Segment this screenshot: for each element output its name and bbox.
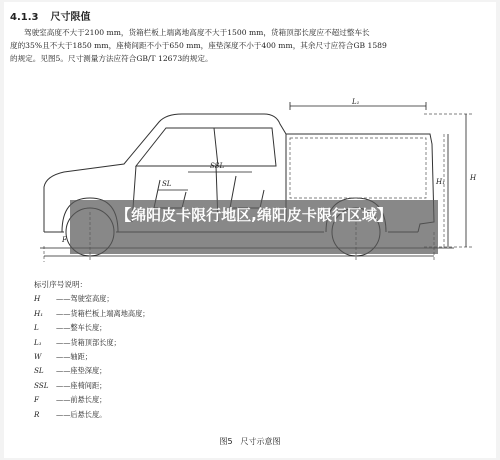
paragraph-line-1: 驾驶室高度不大于2100 mm，货箱栏板上端离地高度不大于1500 mm，货箱顶部长度应不超过整车长 (24, 28, 370, 37)
window-outline (136, 128, 276, 166)
legend-item: SSL ——座椅间距； (34, 380, 107, 390)
section-title: 尺寸限值 (50, 12, 91, 23)
legend-item: SL ——座垫深度； (34, 366, 107, 376)
label-H: H (470, 174, 477, 182)
section-number: 4.1.3 (10, 12, 39, 23)
legend-block (34, 278, 149, 422)
legend-item: H ——驾驶室高度； (34, 294, 114, 304)
legend-item: H₁ ——货箱栏板上端离地高度； (34, 308, 150, 318)
overlay-title: 【绵阳皮卡限行地区,绵阳皮卡限行区域】 (116, 206, 392, 224)
legend-item: F ——前悬长度； (34, 395, 107, 405)
label-H1: H₁ (436, 178, 445, 186)
requirement-paragraph (10, 26, 486, 65)
legend-item: L₁ ——货箱顶部长度； (34, 337, 121, 347)
label-SL: SL (162, 180, 172, 188)
cargo-bed-outline (290, 138, 426, 198)
label-F: F (62, 236, 67, 244)
section-heading (10, 8, 90, 23)
figure-title: 尺寸示意图 (240, 437, 281, 446)
legend-title: 标引序号说明： (34, 280, 88, 289)
figure-caption (4, 436, 496, 447)
document-page (4, 2, 496, 458)
label-L1: L₁ (352, 98, 360, 106)
legend-item: R ——后悬长度。 (34, 409, 107, 419)
label-SSL: SSL (210, 162, 225, 170)
legend-item: W ——轴距； (34, 352, 92, 362)
figure-number: 图5 (219, 437, 233, 446)
paragraph-line-2: 度的35%且不大于1850 mm，座椅间距不小于650 mm，座垫深度不小于400 mm，其余尺寸应符合GB 1589 (10, 41, 387, 50)
title-overlay-banner (70, 200, 438, 254)
legend-item: L ——整车长度； (34, 323, 107, 333)
paragraph-line-3: 的规定。见图5。尺寸测量方法应符合GB/T 12673的规定。 (10, 54, 213, 63)
